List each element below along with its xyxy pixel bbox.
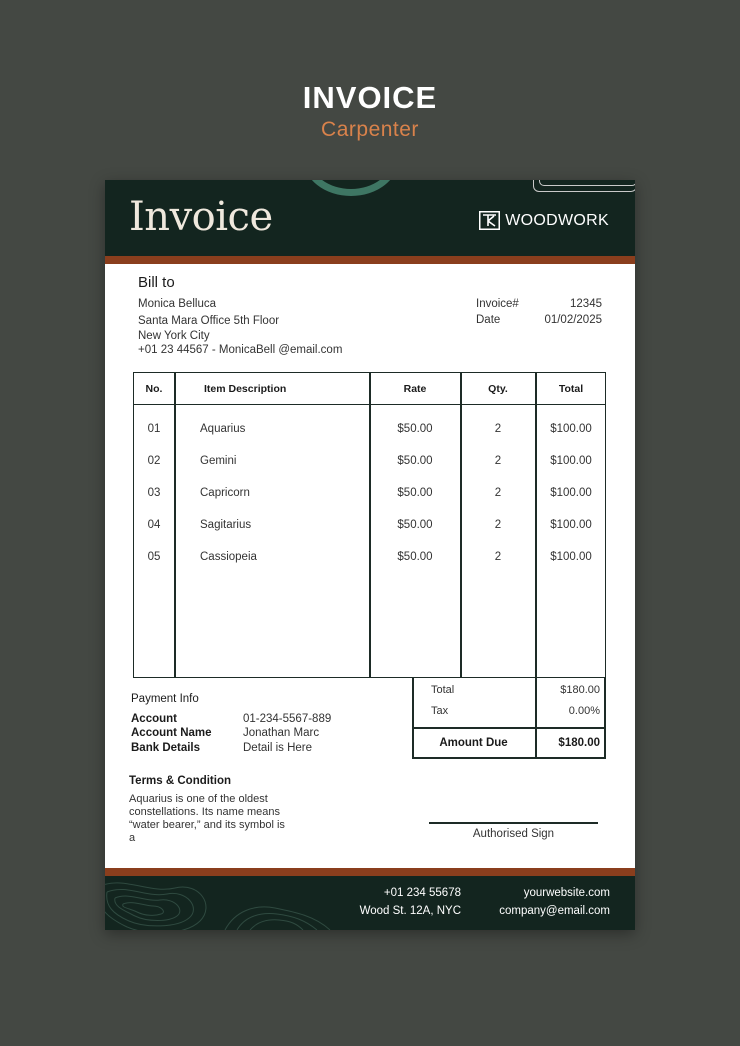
banner-subtitle: Carpenter bbox=[321, 118, 419, 141]
invoice-heading: Invoice bbox=[129, 194, 273, 240]
bill-to-address-line1: Santa Mara Office 5th Floor bbox=[138, 315, 280, 327]
row-rate: $50.00 bbox=[397, 423, 433, 435]
terms-body: Aquarius is one of the oldest constellations. Its name means “water bearer,” and its symbol is a bbox=[129, 793, 285, 844]
row-description: Capricorn bbox=[200, 487, 250, 499]
rust-divider-top bbox=[105, 256, 635, 264]
row-no: 02 bbox=[147, 455, 161, 467]
footer-email[interactable]: company@email.com bbox=[499, 905, 610, 917]
row-qty: 2 bbox=[494, 423, 502, 435]
row-description: Gemini bbox=[200, 455, 237, 467]
terms-title: Terms & Condition bbox=[129, 775, 232, 787]
tax-value: 0.00% bbox=[568, 705, 600, 717]
account-value: 01-234-5567-889 bbox=[243, 713, 332, 725]
amount-due-value: $180.00 bbox=[558, 737, 600, 749]
header-qty: Qty. bbox=[488, 383, 508, 395]
row-total: $100.00 bbox=[550, 487, 592, 499]
bill-to-contact: +01 23 44567 - MonicaBell @email.com bbox=[138, 344, 343, 356]
row-qty: 2 bbox=[494, 455, 502, 467]
items-table bbox=[133, 372, 606, 678]
bill-to-name: Monica Belluca bbox=[138, 298, 216, 310]
footer-band bbox=[105, 876, 635, 930]
signature-label: Authorised Sign bbox=[472, 828, 555, 840]
invoice-number-label: Invoice# bbox=[476, 298, 519, 310]
amount-due-label: Amount Due bbox=[439, 737, 508, 749]
row-no: 05 bbox=[147, 551, 161, 563]
row-rate: $50.00 bbox=[397, 551, 433, 563]
row-total: $100.00 bbox=[550, 551, 592, 563]
payment-info-title: Payment Info bbox=[131, 693, 199, 705]
date-label: Date bbox=[476, 314, 501, 326]
header-no: No. bbox=[145, 383, 163, 395]
bill-to-address-line2: New York City bbox=[138, 330, 210, 342]
header-band bbox=[105, 180, 635, 256]
brand-logo bbox=[479, 211, 609, 230]
row-total: $100.00 bbox=[550, 519, 592, 531]
banner-title: INVOICE bbox=[302, 80, 438, 115]
date-value: 01/02/2025 bbox=[544, 314, 602, 326]
bank-details-label: Bank Details bbox=[131, 742, 201, 754]
row-description: Sagitarius bbox=[200, 519, 252, 531]
account-label: Account bbox=[131, 713, 177, 725]
row-no: 01 bbox=[147, 423, 161, 435]
invoice-sheet bbox=[105, 180, 635, 930]
col-divider bbox=[174, 373, 176, 677]
totals-box bbox=[412, 677, 606, 759]
row-qty: 2 bbox=[494, 487, 502, 499]
account-name-value: Jonathan Marc bbox=[243, 727, 320, 739]
total-value: $180.00 bbox=[560, 684, 600, 696]
row-no: 04 bbox=[147, 519, 161, 531]
row-qty: 2 bbox=[494, 551, 502, 563]
footer-website[interactable]: yourwebsite.com bbox=[523, 887, 610, 899]
totals-border bbox=[412, 727, 606, 729]
row-rate: $50.00 bbox=[397, 519, 433, 531]
header-description: Item Description bbox=[204, 383, 287, 395]
account-name-label: Account Name bbox=[131, 727, 212, 739]
row-rate: $50.00 bbox=[397, 455, 433, 467]
rust-divider-bottom bbox=[105, 868, 635, 876]
header-total: Total bbox=[558, 383, 584, 395]
totals-border bbox=[604, 677, 606, 759]
row-qty: 2 bbox=[494, 519, 502, 531]
signature-line bbox=[429, 822, 598, 824]
row-rate: $50.00 bbox=[397, 487, 433, 499]
row-total: $100.00 bbox=[550, 455, 592, 467]
invoice-number-value: 12345 bbox=[570, 298, 602, 310]
decorative-frame-inner bbox=[539, 180, 635, 186]
totals-border bbox=[412, 757, 606, 759]
woodwork-logo-icon bbox=[479, 211, 500, 230]
decorative-ring bbox=[303, 180, 399, 196]
row-no: 03 bbox=[147, 487, 161, 499]
row-total: $100.00 bbox=[550, 423, 592, 435]
bank-details-value: Detail is Here bbox=[243, 742, 313, 754]
header-rate: Rate bbox=[403, 383, 427, 395]
brand-name: WOODWORK bbox=[505, 211, 609, 229]
footer-address: Wood St. 12A, NYC bbox=[359, 905, 461, 917]
tax-label: Tax bbox=[431, 705, 449, 717]
row-description: Aquarius bbox=[200, 423, 246, 435]
row-description: Cassiopeia bbox=[200, 551, 257, 563]
footer-phone: +01 234 55678 bbox=[383, 887, 461, 899]
total-label: Total bbox=[431, 684, 455, 696]
topographic-pattern-icon bbox=[105, 876, 345, 930]
bill-to-label: Bill to bbox=[138, 274, 175, 291]
